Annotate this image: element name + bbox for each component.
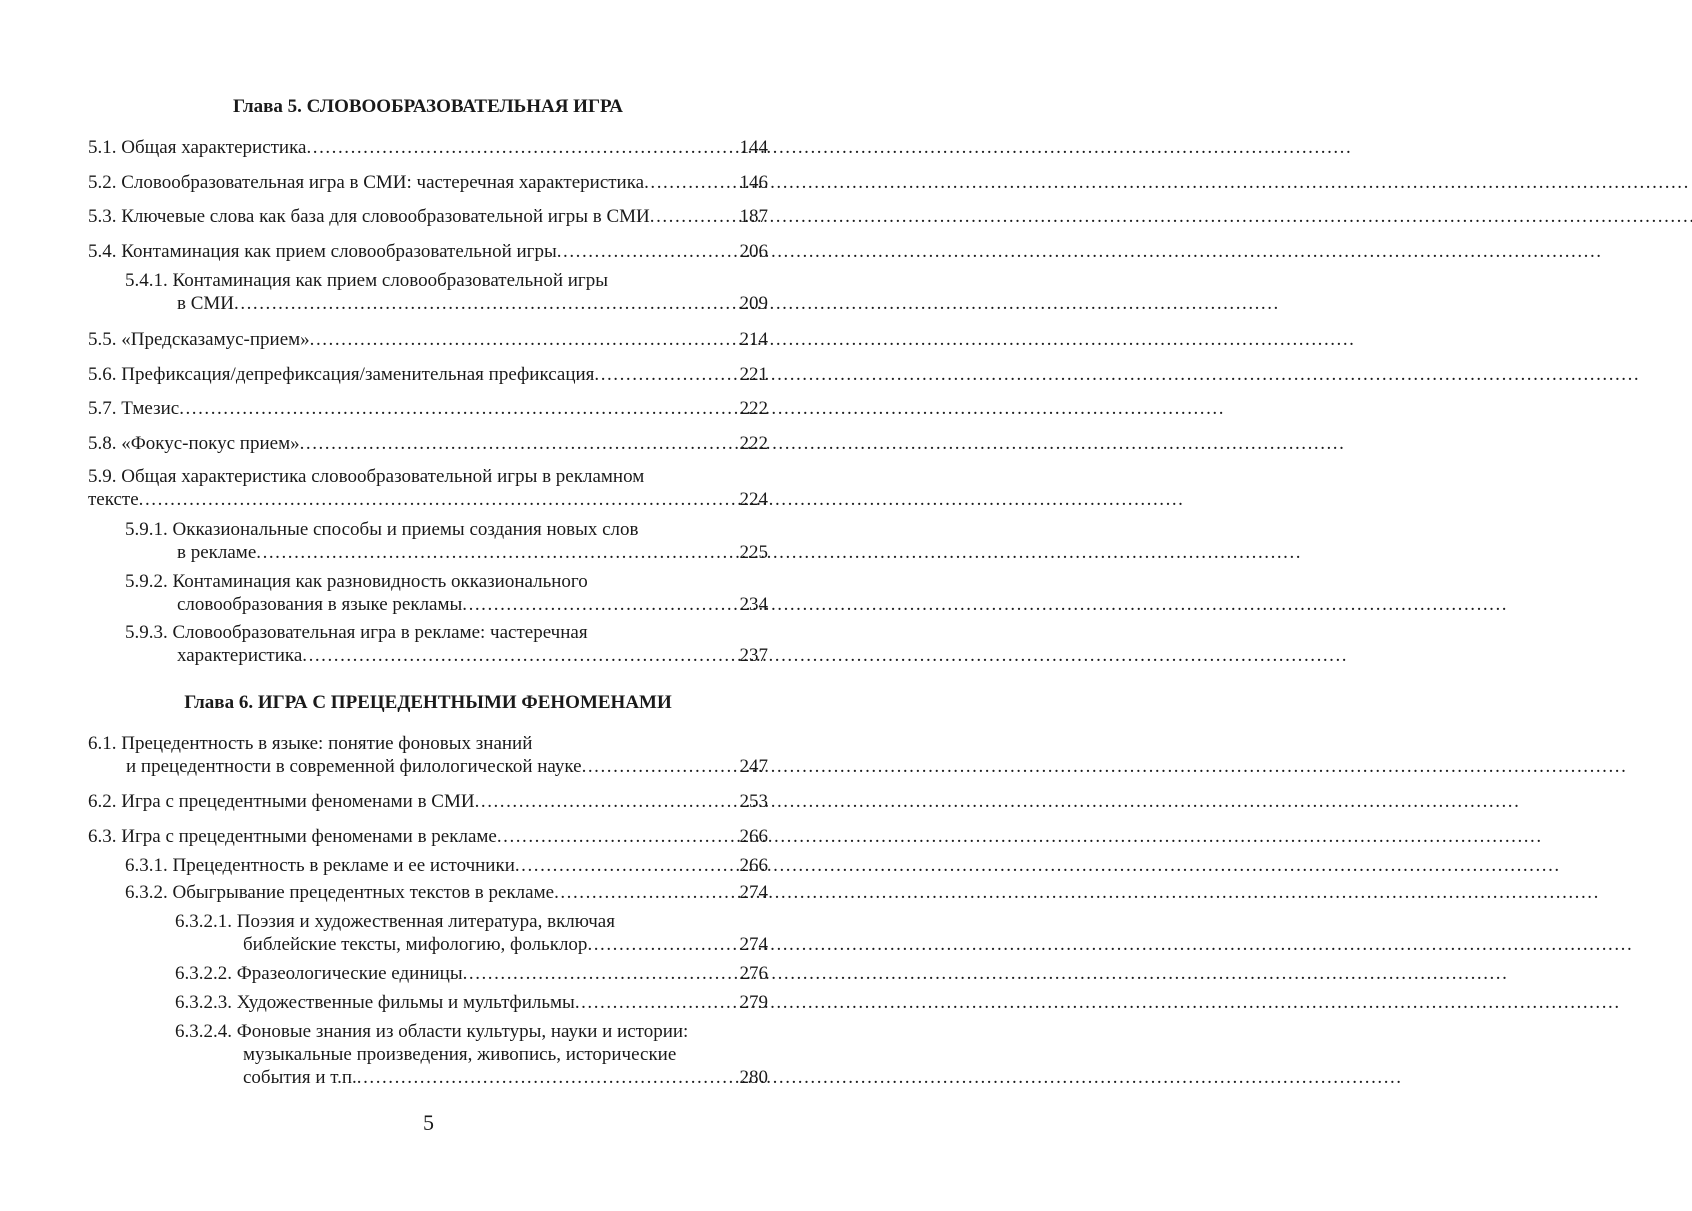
toc-entry [88, 465, 768, 511]
toc-entry-title: Контаминация как прием словообразовательной игры [172, 270, 608, 291]
toc-entry-title: Игра с прецедентными феноменами в рекламе [121, 826, 497, 847]
toc-page-number: 146 [739, 172, 768, 193]
toc-entry-title: Контаминация как разновидность окказионального [172, 571, 588, 592]
toc-entry [88, 240, 768, 263]
toc-entry-line [125, 518, 768, 541]
toc-page-number: 266 [739, 826, 768, 847]
toc-entry-number: 6.3.2. [125, 882, 168, 903]
toc-entry-number: 5.3. [88, 206, 117, 227]
toc-entry-line [88, 240, 768, 263]
toc-entry [125, 518, 768, 564]
toc-page-number: 144 [739, 137, 768, 158]
toc-entry-title: Тмезис [121, 398, 180, 419]
toc-entry-number: 6.3.1. [125, 855, 168, 876]
toc-entry [125, 269, 768, 315]
toc-entry-number: 5.4. [88, 241, 117, 262]
toc-entry-title: Фразеологические единицы [236, 963, 463, 984]
toc-entry [88, 171, 768, 194]
toc-page-number: 279 [739, 992, 768, 1013]
toc-entry-number: 5.9.1. [125, 519, 168, 540]
toc-page-number: 266 [739, 855, 768, 876]
toc-entry-number: 6.3.2.4. [175, 1021, 232, 1042]
toc-page-number: 280 [739, 1067, 768, 1088]
toc-entry [175, 962, 768, 985]
toc-entry-number: 6.2. [88, 791, 117, 812]
toc-entry-number: 5.2. [88, 172, 117, 193]
dot-leader [554, 881, 739, 904]
toc-page-number: 222 [739, 398, 768, 419]
toc-entry [125, 854, 768, 877]
page-number: 5 [423, 1110, 434, 1135]
toc-entry-number: 5.5. [88, 329, 117, 350]
toc-entry-line [88, 397, 768, 420]
toc-entry-number: 6.1. [88, 733, 117, 754]
toc-entry-line [88, 790, 768, 813]
toc-entry-line [125, 854, 768, 877]
toc-entry-line [125, 593, 768, 616]
toc-entry-number: 6.3.2.2. [175, 963, 232, 984]
toc-entry-number: 5.9.3. [125, 622, 168, 643]
toc-entry-title: Поэзия и художественная литература, включая [236, 911, 615, 932]
toc-entry-line [125, 621, 768, 644]
toc-entry [125, 881, 768, 904]
toc-entry-line [88, 465, 768, 488]
chapter-6-heading: Глава 6. ИГРА С ПРЕЦЕДЕНТНЫМИ ФЕНОМЕНАМИ [184, 692, 672, 713]
toc-entry-title: библейские тексты, мифологию, фольклор [243, 934, 588, 955]
toc-page-number: 274 [739, 934, 768, 955]
toc-page-number: 237 [739, 645, 768, 666]
toc-entry-line [175, 1066, 768, 1089]
dot-leader [644, 171, 739, 194]
toc-page-number: 209 [739, 293, 768, 314]
toc-entry-title: и прецедентности в современной филологической науке [126, 756, 582, 777]
dot-leader [575, 991, 740, 1014]
dot-leader [587, 933, 739, 956]
toc-entry [125, 570, 768, 616]
dot-leader [234, 292, 739, 315]
toc-entry [88, 790, 768, 813]
toc-entry-line [88, 171, 768, 194]
dot-leader [302, 644, 739, 667]
toc-entry-title: Фоновые знания из области культуры, науки и истории: [236, 1021, 689, 1042]
dot-leader [557, 240, 740, 263]
toc-entry-title: Обыгрывание прецедентных текстов в рекламе [172, 882, 555, 903]
toc-entry [175, 991, 768, 1014]
toc-entry-number: 5.7. [88, 398, 117, 419]
toc-entry-title: Художественные фильмы и мультфильмы [236, 992, 575, 1013]
dot-leader [179, 397, 739, 420]
toc-entry-line [175, 910, 768, 933]
toc-entry-title: события и т.п. [243, 1067, 357, 1088]
toc-entry-line [88, 432, 768, 455]
toc-entry-title: Прецедентность в рекламе и ее источники [172, 855, 515, 876]
toc-page-number: 222 [739, 433, 768, 454]
toc-entry-line [88, 205, 768, 228]
toc-page-number: 225 [739, 542, 768, 563]
dot-leader [475, 790, 740, 813]
toc-entry-line [175, 1043, 768, 1066]
toc-entry-title: в СМИ [177, 293, 235, 314]
toc-entry-line [125, 292, 768, 315]
toc-entry-number: 6.3.2.3. [175, 992, 232, 1013]
toc-entry-line [125, 570, 768, 593]
toc-entry-line [88, 136, 768, 159]
toc-entry-title: тексте [88, 489, 139, 510]
toc-entry-title: Игра с прецедентными феноменами в СМИ [121, 791, 475, 812]
toc-entry [88, 825, 768, 848]
toc-entry-number: 5.6. [88, 364, 117, 385]
dot-leader [300, 432, 740, 455]
toc-entry-line [125, 881, 768, 904]
toc-entry-line [88, 755, 768, 778]
dot-leader [515, 854, 740, 877]
toc-entry [88, 363, 768, 386]
toc-page-number: 224 [739, 489, 768, 510]
toc-page-number: 274 [739, 882, 768, 903]
dot-leader [463, 962, 740, 985]
toc-entry-line [88, 328, 768, 351]
dot-leader [306, 136, 739, 159]
toc-entry-title: Ключевые слова как база для словообразовательной игры в СМИ [121, 206, 650, 227]
toc-page-number: 206 [739, 241, 768, 262]
toc-entry [125, 621, 768, 667]
toc-page-number: 247 [739, 756, 768, 777]
toc-entry-number: 5.9.2. [125, 571, 168, 592]
toc-entry [175, 910, 768, 956]
toc-entry [88, 136, 768, 159]
toc-entry-title: словообразования в языке рекламы [177, 594, 463, 615]
toc-entry [88, 432, 768, 455]
toc-entry-line [125, 644, 768, 667]
chapter-5-heading: Глава 5. СЛОВООБРАЗОВАТЕЛЬНАЯ ИГРА [233, 96, 623, 117]
toc-entry [88, 732, 768, 778]
toc-page-number: 253 [739, 791, 768, 812]
dot-leader [310, 328, 740, 351]
toc-entry-line [88, 732, 768, 755]
dot-leader [462, 593, 739, 616]
toc-entry-number: 6.3. [88, 826, 117, 847]
toc-page-number: 221 [739, 364, 768, 385]
toc-entry-line [88, 488, 768, 511]
toc-entry-line [88, 825, 768, 848]
toc-entry-line [175, 991, 768, 1014]
toc-entry-title: Словообразовательная игра в рекламе: частеречная [172, 622, 588, 643]
toc-entry-title: Общая характеристика [121, 137, 307, 158]
dot-leader [497, 825, 740, 848]
toc-entry-title: «Предсказамус-прием» [121, 329, 310, 350]
toc-entry-title: «Фокус-покус прием» [121, 433, 300, 454]
dot-leader [594, 363, 739, 386]
toc-entry-title: Общая характеристика словообразовательной игры в рекламном [121, 466, 645, 487]
toc-entry [88, 205, 768, 228]
toc-entry-title: Окказиональные способы и приемы создания новых слов [172, 519, 639, 540]
toc-entry-title: Словообразовательная игра в СМИ: частеречная характеристика [121, 172, 645, 193]
toc-entry [88, 328, 768, 351]
toc-page-number: 234 [739, 594, 768, 615]
toc-entry-number: 5.1. [88, 137, 117, 158]
toc-page-number: 187 [739, 206, 768, 227]
toc-entry-number: 5.4.1. [125, 270, 168, 291]
toc-entry-title: Контаминация как прием словообразовательной игры [121, 241, 557, 262]
toc-entry-number: 5.9. [88, 466, 117, 487]
toc-entry-line [125, 541, 768, 564]
toc-entry [175, 1020, 768, 1089]
dot-leader [582, 755, 740, 778]
dot-leader [650, 205, 740, 228]
toc-entry-title: Прецедентность в языке: понятие фоновых знаний [121, 733, 533, 754]
dot-leader [357, 1066, 740, 1089]
toc-page-number: 214 [739, 329, 768, 350]
toc-entry-line [175, 933, 768, 956]
toc-entry-title: характеристика [177, 645, 303, 666]
toc-entry-line [175, 1020, 768, 1043]
toc-entry-line [125, 269, 768, 292]
toc-entry-title: в рекламе [177, 542, 257, 563]
dot-leader [139, 488, 740, 511]
toc-entry-line [175, 962, 768, 985]
dot-leader [256, 541, 739, 564]
toc-entry-line [88, 363, 768, 386]
toc-entry [88, 397, 768, 420]
toc-entry-number: 5.8. [88, 433, 117, 454]
toc-entry-title: музыкальные произведения, живопись, исторические [243, 1044, 677, 1065]
toc-page-number: 276 [739, 963, 768, 984]
toc-entry-number: 6.3.2.1. [175, 911, 232, 932]
toc-entry-title: Префиксация/депрефиксация/заменительная префиксация [121, 364, 595, 385]
